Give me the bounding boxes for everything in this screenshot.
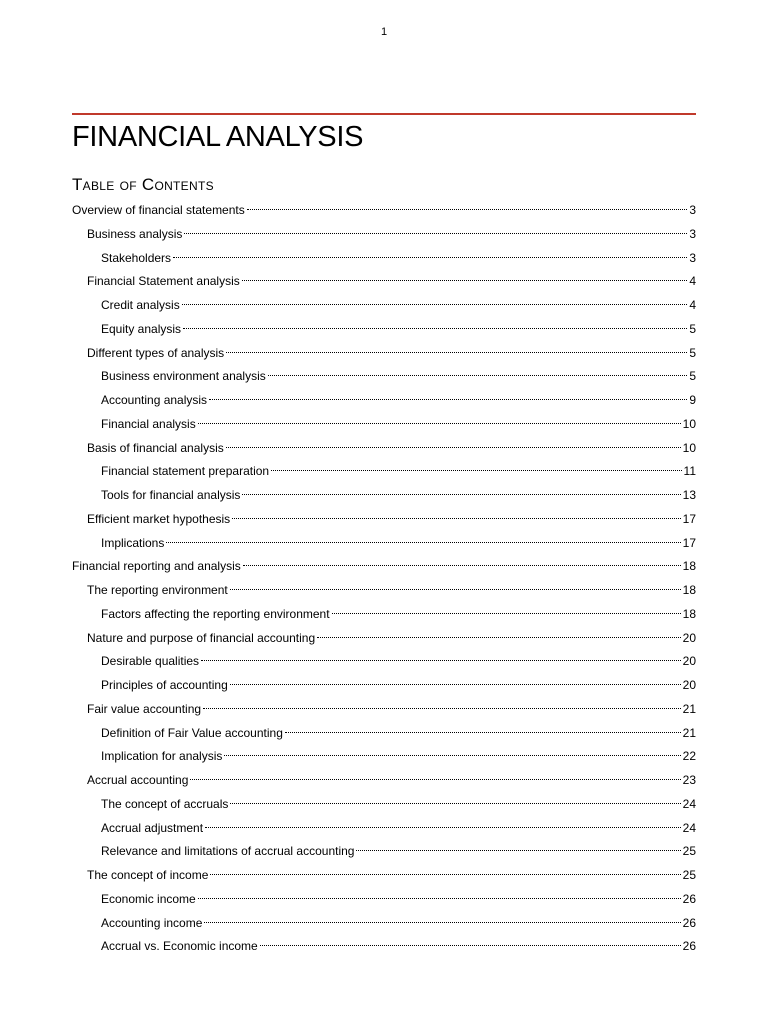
toc-dot-leader [230, 588, 681, 590]
toc-dot-leader [356, 849, 680, 851]
toc-entry-page-number[interactable]: 18 [682, 583, 696, 597]
toc-entry-page-number[interactable]: 24 [682, 796, 696, 811]
toc-entry[interactable] [72, 864, 696, 888]
toc-dot-leader [268, 374, 688, 376]
toc-entry-page-number[interactable]: 23 [682, 773, 696, 787]
toc-entry-page-number[interactable]: 3 [689, 203, 696, 217]
toc-entry-label[interactable]: Different types of analysis [87, 345, 225, 360]
toc-dot-leader [182, 303, 688, 305]
toc-entry-page-number[interactable]: 5 [689, 321, 696, 336]
toc-entry[interactable] [72, 460, 696, 484]
toc-dot-leader [173, 256, 687, 258]
toc-entry[interactable] [72, 223, 696, 247]
toc-dot-leader [209, 398, 687, 400]
toc-dot-leader [317, 636, 680, 638]
toc-dot-leader [230, 802, 680, 804]
toc-dot-leader [226, 351, 687, 353]
toc-dot-leader [226, 446, 681, 448]
toc-entry-label[interactable]: Financial Statement analysis [87, 274, 240, 289]
toc-entry-label[interactable]: Factors affecting the reporting environment [101, 606, 330, 621]
toc-dot-leader [198, 422, 681, 424]
toc-entry-page-number[interactable]: 5 [689, 369, 696, 384]
toc-entry-page-number[interactable]: 10 [682, 440, 696, 455]
toc-entry[interactable] [72, 935, 696, 959]
title-rule [72, 113, 696, 115]
toc-entry-label[interactable]: Accounting income [101, 915, 203, 930]
toc-entry-page-number[interactable]: 13 [682, 488, 696, 502]
toc-entry[interactable] [72, 318, 696, 342]
toc-entry[interactable] [72, 817, 696, 841]
toc-entry-label[interactable]: Principles of accounting [101, 678, 228, 692]
toc-entry[interactable] [72, 603, 696, 627]
toc-dot-leader [247, 208, 688, 210]
toc-entry-label[interactable]: Implication for analysis [101, 749, 223, 764]
toc-entry-page-number[interactable]: 18 [682, 606, 696, 621]
toc-entry-page-number[interactable]: 20 [682, 678, 696, 692]
toc-entry[interactable] [72, 437, 696, 461]
table-of-contents [72, 199, 696, 959]
toc-dot-leader [271, 469, 681, 471]
toc-dot-leader [198, 897, 681, 899]
toc-entry-page-number[interactable]: 20 [682, 654, 696, 669]
toc-heading: Table of Contents [72, 175, 214, 194]
toc-dot-leader [230, 683, 681, 685]
toc-entry-label[interactable]: Implications [101, 535, 165, 550]
toc-entry[interactable] [72, 199, 696, 223]
toc-entry-page-number[interactable]: 4 [689, 274, 696, 289]
toc-entry[interactable] [72, 389, 696, 413]
toc-entry-page-number[interactable]: 25 [682, 844, 696, 859]
toc-entry[interactable] [72, 745, 696, 769]
toc-entry[interactable] [72, 722, 696, 746]
toc-dot-leader [183, 327, 687, 329]
toc-entry-label[interactable]: Overview of financial statements [72, 203, 245, 217]
toc-entry[interactable] [72, 532, 696, 556]
toc-entry-label[interactable]: Business analysis [87, 226, 183, 241]
toc-dot-leader [203, 707, 681, 709]
toc-entry[interactable] [72, 840, 696, 864]
toc-entry-page-number[interactable]: 26 [682, 939, 696, 954]
toc-dot-leader [242, 493, 680, 495]
toc-entry-page-number[interactable]: 4 [689, 298, 696, 312]
toc-entry[interactable] [72, 342, 696, 366]
toc-entry[interactable] [72, 888, 696, 912]
toc-entry[interactable] [72, 508, 696, 532]
toc-entry-label[interactable]: Definition of Fair Value accounting [101, 725, 283, 740]
toc-entry[interactable] [72, 247, 696, 271]
toc-entry-label[interactable]: Basis of financial analysis [87, 440, 224, 455]
toc-entry[interactable] [72, 769, 696, 793]
page-number: 1 [380, 26, 388, 38]
toc-entry-label[interactable]: Fair value accounting [87, 701, 202, 716]
toc-dot-leader [260, 944, 681, 946]
toc-entry-label[interactable]: Financial statement preparation [101, 464, 270, 479]
toc-dot-leader [232, 517, 680, 519]
toc-entry-label[interactable]: Relevance and limitations of accrual accounting [101, 844, 355, 859]
toc-dot-leader [210, 873, 680, 875]
toc-entry[interactable] [72, 627, 696, 651]
toc-entry-page-number[interactable]: 17 [682, 535, 696, 550]
toc-entry[interactable] [72, 579, 696, 603]
toc-entry-page-number[interactable]: 26 [682, 891, 696, 906]
toc-entry[interactable] [72, 674, 696, 698]
toc-entry-label[interactable]: Credit analysis [101, 298, 180, 312]
toc-entry-page-number[interactable]: 5 [689, 345, 696, 360]
toc-entry-label[interactable]: Business environment analysis [101, 369, 266, 384]
toc-entry[interactable] [72, 365, 696, 389]
toc-entry-page-number[interactable]: 22 [682, 749, 696, 764]
toc-entry-label[interactable]: Tools for financial analysis [101, 488, 241, 502]
toc-entry-label[interactable]: Accounting analysis [101, 393, 208, 407]
toc-entry[interactable] [72, 793, 696, 817]
toc-entry-label[interactable]: Financial analysis [101, 416, 196, 431]
toc-dot-leader [184, 232, 687, 234]
toc-entry-page-number[interactable]: 25 [682, 868, 696, 882]
toc-entry-page-number[interactable]: 10 [682, 416, 696, 431]
toc-entry[interactable] [72, 555, 696, 579]
toc-entry-label[interactable]: Accrual vs. Economic income [101, 939, 258, 954]
toc-entry-page-number[interactable]: 3 [689, 226, 696, 241]
toc-entry-label[interactable]: Equity analysis [101, 321, 182, 336]
toc-entry[interactable] [72, 698, 696, 722]
toc-dot-leader [205, 826, 681, 828]
toc-dot-leader [242, 279, 688, 281]
toc-dot-leader [201, 659, 681, 661]
toc-entry-page-number[interactable]: 20 [682, 630, 696, 645]
toc-entry[interactable] [72, 294, 696, 318]
toc-entry-page-number[interactable]: 26 [682, 915, 696, 930]
toc-dot-leader [243, 564, 681, 566]
toc-entry-page-number[interactable]: 24 [682, 820, 696, 835]
toc-entry[interactable] [72, 912, 696, 936]
toc-entry-label[interactable]: Accrual adjustment [101, 820, 204, 835]
toc-entry-label[interactable]: Economic income [101, 891, 196, 906]
toc-entry-label[interactable]: Accrual accounting [87, 773, 189, 787]
toc-entry[interactable] [72, 413, 696, 437]
toc-entry-label[interactable]: The concept of income [87, 868, 209, 882]
toc-entry-label[interactable]: Efficient market hypothesis [87, 511, 231, 526]
toc-dot-leader [166, 541, 680, 543]
toc-entry-page-number[interactable]: 18 [682, 559, 696, 574]
document-title: FINANCIAL ANALYSIS [72, 121, 364, 153]
toc-entry[interactable] [72, 650, 696, 674]
toc-entry-page-number[interactable]: 17 [682, 511, 696, 526]
toc-entry-page-number[interactable]: 21 [682, 701, 696, 716]
toc-entry-label[interactable]: The reporting environment [87, 583, 228, 597]
toc-entry-page-number[interactable]: 21 [682, 725, 696, 740]
toc-dot-leader [285, 731, 681, 733]
toc-entry-label[interactable]: Nature and purpose of financial accounting [87, 630, 316, 645]
toc-entry-page-number[interactable]: 3 [689, 250, 696, 265]
toc-entry-label[interactable]: Financial reporting and analysis [72, 559, 241, 574]
toc-dot-leader [190, 778, 680, 780]
toc-entry[interactable] [72, 270, 696, 294]
toc-dot-leader [204, 921, 680, 923]
toc-entry-label[interactable]: Stakeholders [101, 250, 172, 265]
toc-entry-label[interactable]: The concept of accruals [101, 796, 229, 811]
toc-entry-page-number[interactable]: 11 [683, 464, 696, 479]
toc-entry[interactable] [72, 484, 696, 508]
toc-entry-label[interactable]: Desirable qualities [101, 654, 200, 669]
toc-entry-page-number[interactable]: 9 [689, 393, 696, 407]
toc-dot-leader [224, 754, 680, 756]
toc-dot-leader [332, 612, 681, 614]
